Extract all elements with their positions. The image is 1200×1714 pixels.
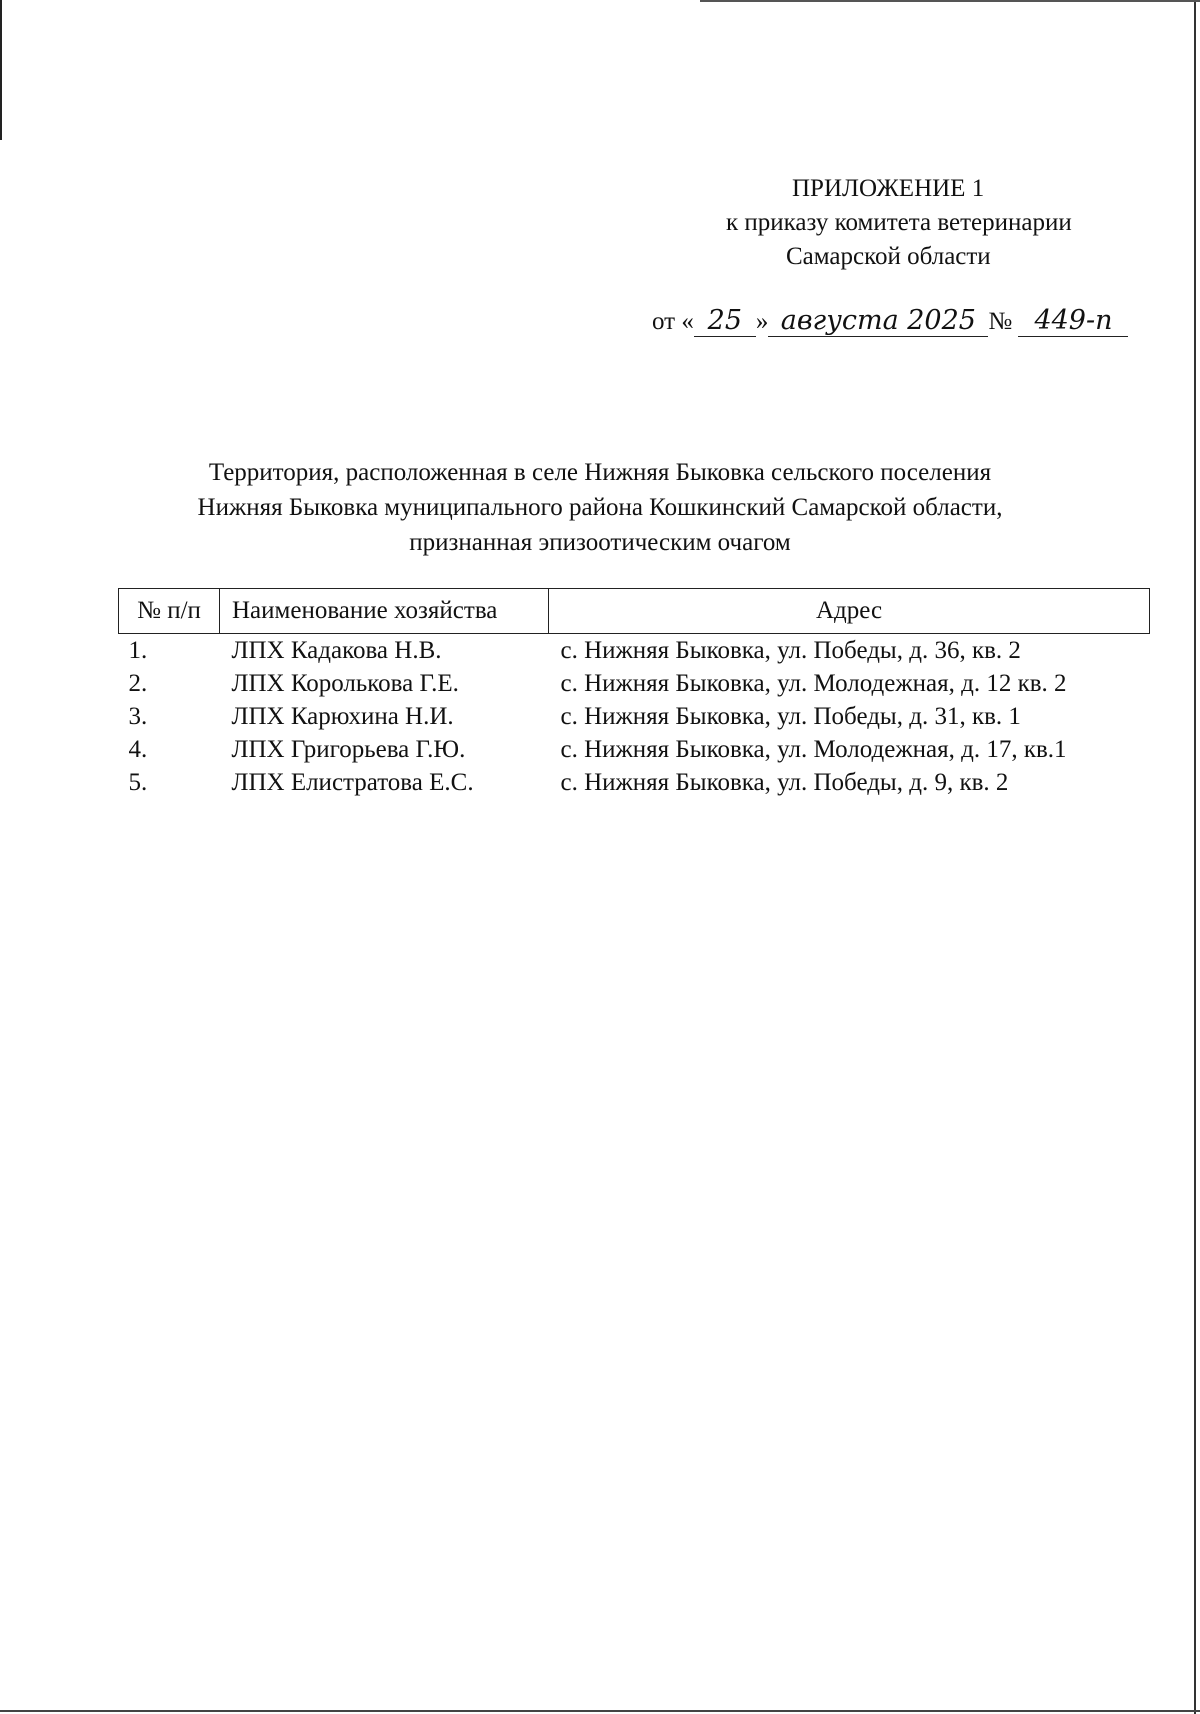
heading-line-1: Территория, расположенная в селе Нижняя Быковка сельского поселения xyxy=(208,459,992,486)
row-number: 5. xyxy=(128,768,148,796)
header-address: Адрес xyxy=(549,589,1150,634)
appendix-line-order: к приказу комитета ветеринарии xyxy=(726,209,1072,236)
row-number: 4. xyxy=(128,735,148,763)
heading-line-2: Нижняя Быковка муниципального района Кошкинский Самарской области, xyxy=(197,494,1003,521)
appendix-title: ПРИЛОЖЕНИЕ 1 xyxy=(792,175,985,202)
row-number: 2. xyxy=(128,669,148,697)
order-number-handwritten: 449-п xyxy=(1018,306,1128,337)
row-household-name: ЛПХ Григорьева Г.Ю. xyxy=(231,735,466,763)
scan-edge-left xyxy=(0,0,2,140)
order-date-line xyxy=(652,306,1128,337)
table-row xyxy=(119,667,1150,700)
header-household-name: Наименование хозяйства xyxy=(220,589,549,634)
row-household-name: ЛПХ Елистратова Е.С. xyxy=(231,768,474,796)
order-close-quote: » xyxy=(755,308,769,335)
table-row xyxy=(119,634,1150,668)
row-number: 3. xyxy=(128,702,148,730)
scan-edge-right xyxy=(1194,0,1196,1714)
table-row xyxy=(119,700,1150,733)
appendix-block xyxy=(640,172,1140,274)
order-prefix: от « xyxy=(652,308,694,335)
row-address: с. Нижняя Быковка, ул. Победы, д. 9, кв. 2 xyxy=(560,768,1009,796)
order-number-label: № xyxy=(988,308,1013,335)
households-table xyxy=(118,588,1150,799)
header-number: № п/п xyxy=(119,589,220,634)
row-household-name: ЛПХ Кадакова Н.В. xyxy=(231,636,442,664)
table-row xyxy=(119,766,1150,799)
scan-edge-bottom xyxy=(0,1710,1200,1712)
order-day-handwritten: 25 xyxy=(694,306,756,337)
table-row xyxy=(119,733,1150,766)
row-household-name: ЛПХ Королькова Г.Е. xyxy=(231,669,459,697)
row-address: с. Нижняя Быковка, ул. Победы, д. 36, кв. 2 xyxy=(560,636,1021,664)
row-number: 1. xyxy=(128,636,148,664)
appendix-line-region: Самарской области xyxy=(786,243,991,270)
row-household-name: ЛПХ Карюхина Н.И. xyxy=(231,702,454,730)
row-address: с. Нижняя Быковка, ул. Молодежная, д. 17, кв.1 xyxy=(560,735,1067,763)
row-address: с. Нижняя Быковка, ул. Победы, д. 31, кв. 1 xyxy=(560,702,1021,730)
order-month-year-handwritten: августа 2025 xyxy=(768,306,988,337)
heading-line-3: признанная эпизоотическим очагом xyxy=(409,529,791,556)
row-address: с. Нижняя Быковка, ул. Молодежная, д. 12 кв. 2 xyxy=(560,669,1067,697)
scan-edge-top xyxy=(700,0,1200,2)
document-heading xyxy=(120,455,1080,560)
table-header-row xyxy=(119,589,1150,634)
